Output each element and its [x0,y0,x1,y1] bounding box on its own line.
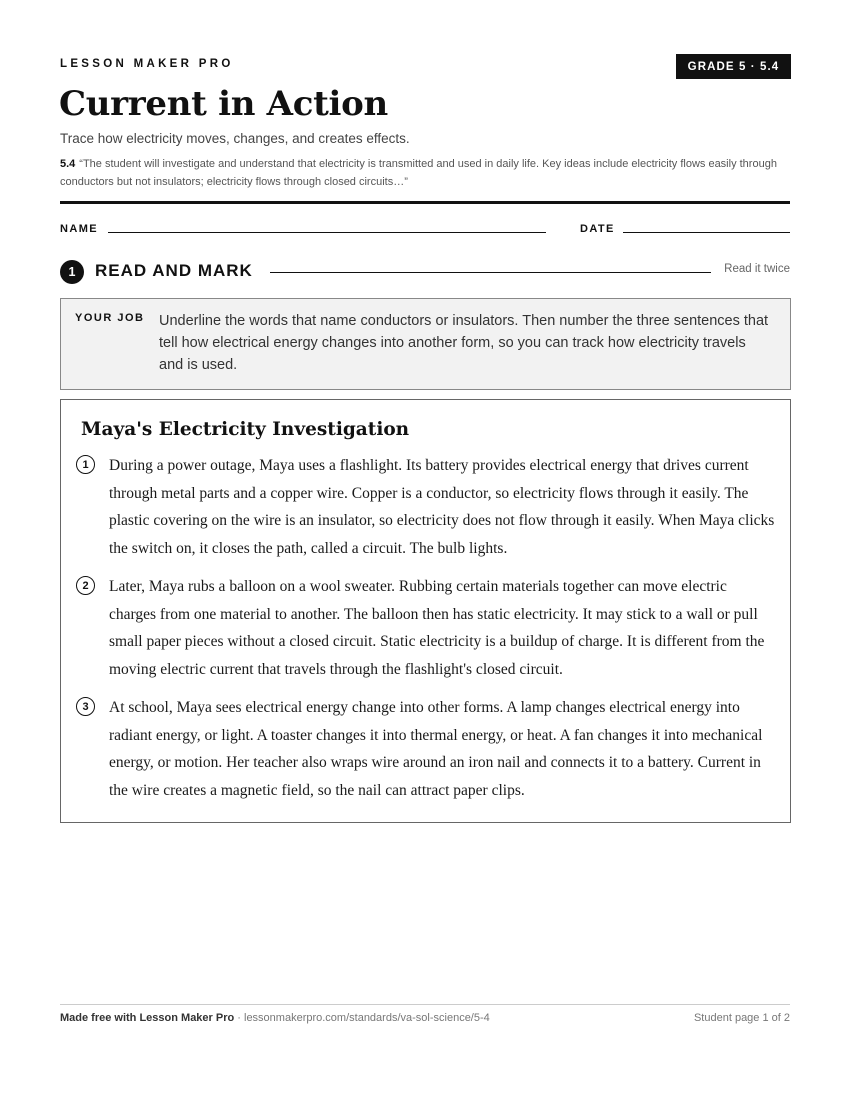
passage-box [60,399,791,823]
section-number-badge: 1 [60,260,84,284]
date-label: DATE [580,223,615,235]
footer-page-count: Student page 1 of 2 [693,1012,790,1024]
passage-paragraph-3: At school, Maya sees electrical energy change into other forms. A lamp changes electrical energy into radiant energy, or light. A toaster changes it into thermal energy, or heat. A fan changes it into mechanical energy, or motion. Her teacher also wraps wire around an iron nail and connects it to a battery. Current in the wire creates a magnetic field, so the nail can attract paper clips. [109,699,763,799]
section-divider [270,272,711,273]
your-job-box [60,298,791,390]
name-field-line[interactable] [108,232,546,233]
your-job-instructions: Underline the words that name conductors or insulators. Then number the three sentences that tell how electrical energy changes into another form, so you can track how electricity travels and is used. [159,313,769,373]
brand-name: LESSON MAKER PRO [60,58,234,70]
page-subtitle: Trace how electricity moves, changes, and creates effects. [60,131,410,146]
section-title: READ AND MARK [95,261,253,280]
passage-paragraph-1: During a power outage, Maya uses a flashlight. Its battery provides electrical energy that drives current through metal parts and a copper wire. Copper is a conductor, so electricity flows through it easily. The plastic covering on the wire is an insulator, so electricity does not flow through it easily. When Maya clicks the switch on, it closes the path, called a circuit. The bulb lights. [109,457,775,557]
passage-title: Maya's Electricity Investigation [81,419,410,440]
date-field-line[interactable] [623,232,790,233]
paragraph-number-2: 2 [76,576,95,595]
header-divider [60,201,790,204]
footer-divider [60,1004,790,1005]
name-label: NAME [60,223,98,235]
footer-credit [60,1012,490,1024]
paragraph-number-1: 1 [76,455,95,474]
standard-text: “The student will investigate and understand that electricity is transmitted and used in daily life. Key ideas include electricity flows easily through conductors but not insulators; electricity flows through closed circuits…” [60,158,777,188]
grade-badge: GRADE 5 · 5.4 [676,54,791,79]
standard-statement [60,155,790,191]
page-title: Current in Action [59,84,388,124]
standard-code: 5.4 [60,158,76,170]
footer-made-with: Made free with Lesson Maker Pro [60,1012,235,1024]
section-note: Read it twice [724,263,790,275]
paragraph-number-3: 3 [76,697,95,716]
passage-paragraph-2: Later, Maya rubs a balloon on a wool sweater. Rubbing certain materials together can move electric charges from one material to another. The balloon then has static electricity. It may stick to a wall or pull small paper pieces without a closed circuit. Static electricity is a buildup of charge. It is different from the moving electric current that travels through the flashlight's closed circuit. [109,578,765,678]
footer-url: · lessonmakerpro.com/standards/va-sol-science/5-4 [234,1012,490,1024]
your-job-label: YOUR JOB [75,312,145,324]
